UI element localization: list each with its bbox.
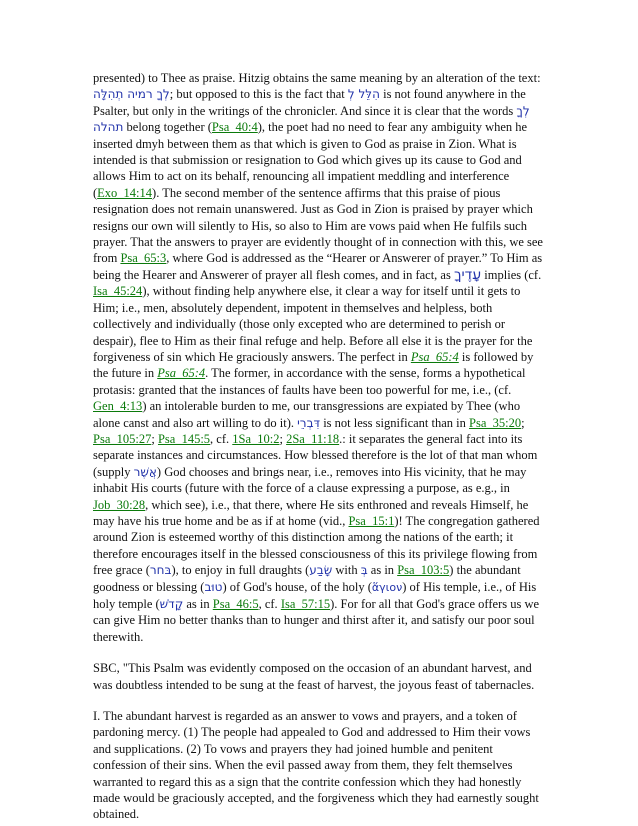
text-run: is not less significant than in bbox=[320, 415, 470, 430]
commentary-paragraph bbox=[93, 70, 545, 645]
text-run: ; bbox=[151, 431, 158, 446]
greek-word: ἅγιον bbox=[371, 580, 403, 594]
text-run: as in bbox=[183, 597, 213, 611]
text-run: .: it separates the general fact into its separate instances and circumstances. How blessed therefore is the lot of that man whom (supply bbox=[93, 431, 538, 479]
text-run: ). The second member of the sentence affirms that this praise of pious resignation does not remain unanswered. Just as God in Zion is praised by prayer which resigns our own will silently to His, so also to Him are vows paid when He fulfils such prayer. That the answers to prayer are evidently thought of in connection with this, we see from bbox=[93, 185, 543, 266]
text-run: implies (cf. bbox=[481, 267, 542, 282]
hebrew-word: אֲשֶׁר bbox=[133, 464, 157, 479]
text-run: . The former, in accordance with the sense, forms a hypothetical protasis: granted that the instances of faults have been too powerful for me, i.e., (cf. bbox=[93, 366, 526, 397]
text-run: , cf. bbox=[258, 597, 281, 611]
text-run: ; bbox=[279, 431, 287, 446]
scripture-link[interactable]: Psa_35:20 bbox=[469, 415, 522, 430]
text-run: ) God chooses and brings near, i.e., removes into His vicinity, that he may inhabit His courts (future with the force of a clause expressing a purpose, as e.g., in bbox=[93, 464, 527, 496]
scripture-link[interactable]: Psa_65:3 bbox=[120, 251, 167, 266]
scripture-link[interactable]: Psa_46:5 bbox=[212, 597, 259, 611]
text-run: as in bbox=[367, 563, 398, 578]
text-run: )! The congregation gathered around Zion is esteemed worthy of this distinction among the nations of the earth; it therefore encourages itself in the blessed consciousness of this its privilege flowing from free grace ( bbox=[93, 513, 540, 578]
scripture-link[interactable]: 1Sa_10:2 bbox=[232, 431, 280, 446]
hebrew-word: עָדֶיךָ bbox=[453, 266, 482, 283]
hebrew-word: קָדֹשׁ bbox=[159, 597, 184, 611]
text-run: ) an intolerable burden to me, our transgressions are expiated by Thee (who alone canst and also art willing to do it). bbox=[93, 399, 521, 430]
hebrew-word: לְךָ רמיה תְהִלָּה bbox=[93, 87, 170, 102]
sbc-paragraph: SBC, "This Psalm was evidently composed on the occasion of an abundant harvest, and was doubtless intended to be sung at the feast of harvest, the joyous feast of tabernacles. bbox=[93, 661, 535, 692]
text-run: ), without finding help anywhere else, it clear a way for itself until it gets to Him; i.e., men, absolutely dependent, impotent in themselves and helpless, both collectively and individually (those only excepted who are determined to perish or despair), flee to Him as their final refuge and help. Before all else it is the prayer for the forgiveness of sin which He graciously answers. The perfect in bbox=[93, 284, 533, 364]
scripture-link[interactable]: Psa_40:4 bbox=[211, 120, 258, 135]
text-run: ; but opposed to this is the fact that bbox=[169, 87, 348, 102]
text-run: is not found anywhere in the Psalter, but only in the writings of the chronicler. And since it is clear that the words bbox=[93, 87, 526, 118]
hebrew-word: טוּב bbox=[204, 579, 223, 594]
text-run: is followed by the future in bbox=[93, 349, 534, 381]
scripture-link[interactable]: Isa_57:15 bbox=[280, 597, 331, 611]
text-run: ) the abundant goodness or blessing ( bbox=[93, 563, 521, 594]
point-one-paragraph: I. The abundant harvest is regarded as an answer to vows and prayers, and a token of pardoning mercy. (1) The people had appealed to God and addressed to Him their vows and supplications. (2) To vows and prayers they had joined humble and penitent confession of their sins. When the evil passed away from them, they felt themselves warranted to regard this as a sign that the contrite confession which they had honestly made would be graciously accepted, and the forgiveness which they had earnestly sought obtained. bbox=[93, 709, 539, 822]
hebrew-word: הִלֵּל לְ bbox=[347, 87, 380, 102]
scripture-link[interactable]: Psa_15:1 bbox=[348, 513, 395, 528]
scripture-link[interactable]: Isa_45:24 bbox=[93, 284, 143, 299]
scripture-link[interactable]: Psa_105:27 bbox=[93, 431, 152, 446]
scripture-link[interactable]: Job_30:28 bbox=[93, 497, 146, 512]
document-page bbox=[93, 70, 545, 823]
scripture-link[interactable]: Exo_14:14 bbox=[97, 185, 153, 200]
text-run: ) of God's house, of the holy ( bbox=[222, 579, 372, 594]
text-run: ). For for all that God's grace offers us we can give Him no better thanks than to hunger and thirst after it, and satisfy our poor soul therewith. bbox=[93, 597, 540, 644]
text-run: , cf. bbox=[210, 431, 233, 446]
hebrew-word: בּחר bbox=[149, 563, 172, 578]
text-run: ; bbox=[521, 415, 525, 430]
text-run: , which see), i.e., that there, where He sits enthroned and reveals Himself, he may have his true home and be as if at home (vid., bbox=[93, 497, 529, 528]
text-run: ), to enjoy in full draughts ( bbox=[171, 563, 310, 578]
text-run: belong together ( bbox=[123, 120, 212, 135]
scripture-link[interactable]: Psa_103:5 bbox=[397, 563, 450, 578]
scripture-link[interactable]: Gen_4:13 bbox=[93, 399, 143, 414]
text-run: ), the poet had no need to fear any ambiguity when he inserted dmyh between them as that which is given to God as praise in Zion. What is intended is that submission or resignation to God which gives up its cause to God and allows Him to act on its behalf, renouncing all impatient meddling and interference ( bbox=[93, 120, 528, 200]
scripture-link[interactable]: Psa_65:4 bbox=[410, 349, 459, 364]
text-run: , where God is addressed as the “Hearer or Answerer of prayer.” To Him as being the Hearer and Answerer of prayer all flesh comes, and in fact, as bbox=[93, 251, 543, 282]
text-run: with bbox=[332, 563, 361, 578]
scripture-link[interactable]: Psa_65:4 bbox=[157, 366, 206, 381]
hebrew-word: שָׂבַע bbox=[309, 563, 333, 578]
text-run: ) of His temple, i.e., of His holy temple ( bbox=[93, 579, 537, 611]
hebrew-word: בְּ bbox=[360, 563, 368, 578]
hebrew-word: לְךָ תהלה bbox=[93, 103, 530, 135]
text-run: presented) to Thee as praise. Hitzig obtains the same meaning by an alteration of the text: bbox=[93, 71, 541, 85]
hebrew-word: דִּבְרֵי bbox=[297, 415, 321, 430]
scripture-link[interactable]: 2Sa_11:18 bbox=[286, 431, 340, 446]
scripture-link[interactable]: Psa_145:5 bbox=[157, 431, 211, 446]
